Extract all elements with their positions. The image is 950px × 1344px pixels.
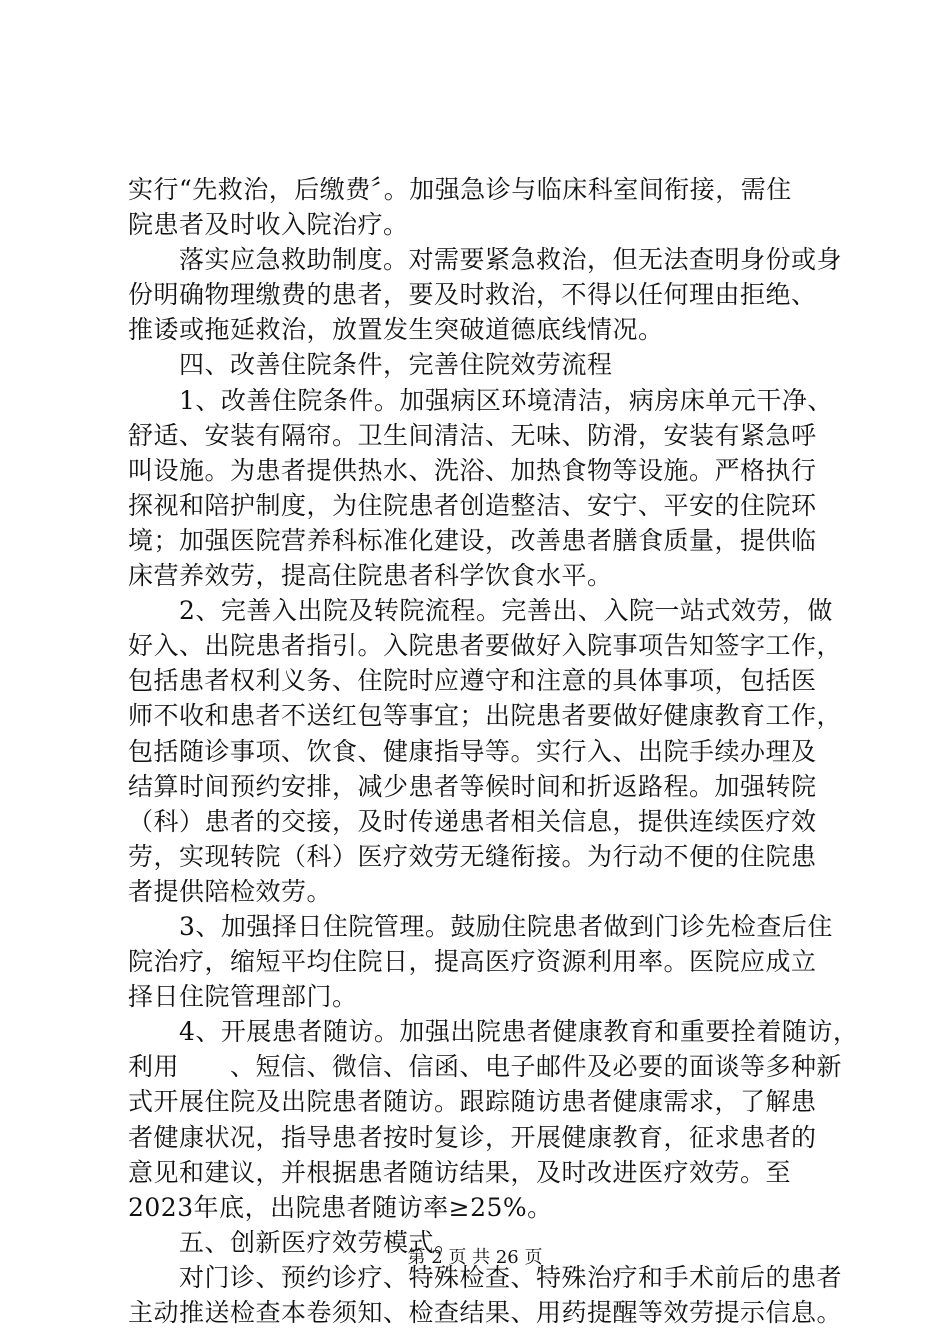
text-line: 结算时间预约安排，减少患者等候时间和折返路程。加强转院	[128, 771, 817, 801]
text-line: 探视和陪护制度，为住院患者创造整洁、安宁、平安的住院环	[128, 490, 817, 520]
text-line: 推诿或拖延救治，放置发生突破道德底线情况。	[128, 315, 664, 345]
text-line: 1、改善住院条件。加强病区环境清洁，病房床单元干净、	[128, 385, 833, 415]
text-line: 好入、出院患者指引。入院患者要做好入院事项告知签字工作，	[128, 631, 843, 661]
text-line: 劳，实现转院（科）医疗效劳无缝衔接。为行动不便的住院患	[128, 841, 817, 871]
text-line: 2023年底，出院患者随访率≥25%。	[128, 1192, 553, 1222]
text-line: 主动推送检查本卷须知、检查结果、用药提醒等效劳提示信息。	[128, 1298, 843, 1327]
text-line: 师不收和患者不送红包等事宜；出院患者要做好健康教育工作，	[128, 701, 843, 731]
text-line: 五、创新医疗效劳模式。	[128, 1227, 460, 1257]
text-line: 意见和建议，并根据患者随访结果，及时改进医疗效劳。至	[128, 1157, 792, 1187]
text-line: 院患者及时收入院治疗。	[128, 210, 409, 240]
text-line: 院治疗，缩短平均住院日，提高医疗资源利用率。医院应成立	[128, 947, 817, 977]
text-line: 份明确物理缴费的患者，要及时救治，不得以任何理由拒绝、	[128, 280, 817, 310]
text-line: 2、完善入出院及转院流程。完善出、入院一站式效劳，做	[128, 596, 833, 626]
text-line: 4、开展患者随访。加强出院患者健康教育和重要拴着随访，	[128, 1017, 859, 1047]
text-line: （科）患者的交接，及时传递患者相关信息，提供连续医疗效	[128, 806, 817, 836]
text-line: 叫设施。为患者提供热水、洗浴、加热食物等设施。严格执行	[128, 455, 817, 485]
text-line: 包括随诊事项、饮食、健康指导等。实行入、出院手续办理及	[128, 736, 817, 766]
text-line: 者健康状况，指导患者按时复诊，开展健康教育，征求患者的	[128, 1122, 817, 1152]
text-line: 床营养效劳，提高住院患者科学饮食水平。	[128, 561, 613, 591]
text-line: 包括患者权利义务、住院时应遵守和注意的具体事项，包括医	[128, 666, 817, 696]
text-line: 实行“先救治，后缴费〞。加强急诊与临床科室间衔接，需住	[128, 175, 792, 204]
text-line: 对门诊、预约诊疗、特殊检查、特殊治疗和手术前后的患者	[128, 1262, 843, 1292]
page-footer: 第 2 页 共 26 页	[407, 1247, 543, 1268]
text-line: 四、改善住院条件，完善住院效劳流程	[128, 350, 613, 380]
document-body	[128, 172, 859, 1330]
text-line: 境；加强医院营养科标准化建设，改善患者膳食质量，提供临	[128, 525, 817, 555]
text-line: 择日住院管理部门。	[128, 982, 358, 1012]
text-line: 落实应急救助制度。对需要紧急救治，但无法查明身份或身	[128, 245, 843, 275]
text-line: 者提供陪检效劳。	[128, 876, 333, 906]
text-line: 式开展住院及出院患者随访。跟踪随访患者健康需求，了解患	[128, 1087, 817, 1117]
text-line: 舒适、安装有隔帘。卫生间清洁、无味、防滑，安装有紧急呼	[128, 420, 817, 450]
text-line: 利用 、短信、微信、信函、电子邮件及必要的面谈等多种新	[128, 1052, 843, 1082]
text-line: 3、加强择日住院管理。鼓励住院患者做到门诊先检查后住	[128, 911, 833, 941]
